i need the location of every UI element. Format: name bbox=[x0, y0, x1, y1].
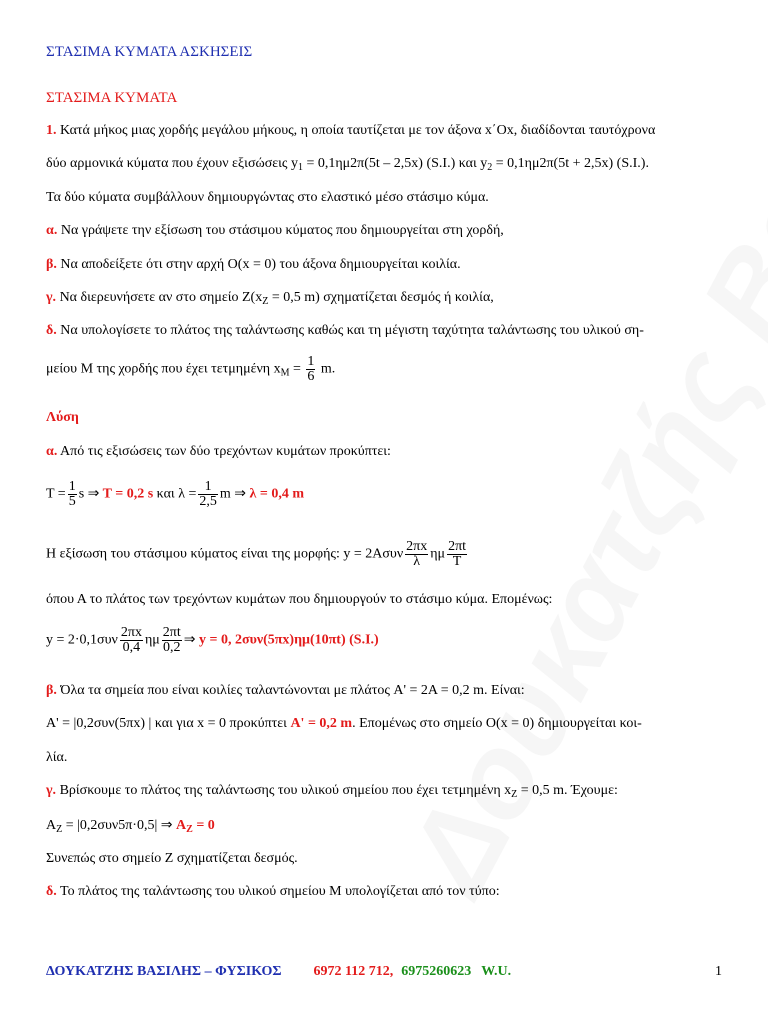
question-c: γ. Να διερευνήσετε αν στο σημείο $Z(x_Z = 0,5$ m) σχηματίζεται δεσμός ή κοιλία, bbox=[46, 290, 494, 307]
solution-c-conclusion: Συνεπώς στο σημείο Ζ σχηματίζεται δεσμός. bbox=[46, 851, 298, 866]
problem-line-1: 1. Κατά μήκος μιας χορδής μεγάλου μήκους, η οποία ταυτίζεται με τον άξονα x΄Ox, διαδίδονται ταυτόχρονα bbox=[46, 123, 656, 138]
solution-b: β. Όλα τα σημεία που είναι κοιλίες ταλαντώνονται με πλάτος A' = 2A = 0,2 m. Είναι: bbox=[46, 683, 525, 698]
footer-phone-1: 6972 112 712, bbox=[313, 964, 394, 979]
section-heading: ΣΤΑΣΙΜΑ ΚΥΜΑΤΑ bbox=[46, 90, 178, 106]
problem-line-2: δύο αρμονικά κύματα που έχουν εξισώσεις $y_1 = 0,1\eta\mu 2\pi(5t - 2,5x)$ (S.I.) και $y_2 = 0,1\eta\mu 2\pi(5t + 2,5x)$ (S.I.). bbox=[46, 156, 649, 173]
solution-c: γ. Βρίσκουμε το πλάτος της ταλάντωσης του υλικού σημείου που έχει τετμημένη $x_Z = 0,5$ m. Έχουμε: bbox=[46, 783, 618, 800]
footer-wu: W.U. bbox=[481, 964, 512, 979]
solution-b-2: A' = |0,2συν(5πx) | και για x = 0 προκύπτει A' = 0,2 m. Επομένως στο σημείο O(x = 0) δημιουργείται κοι- bbox=[46, 716, 642, 731]
question-d-cont: μείου Μ της χορδής που έχει τετμημένη $x_M$ = $\frac{1}{6}$ m. bbox=[46, 354, 336, 384]
opou-line: όπου Α το πλάτος των τρεχόντων κυμάτων που δημιουργούν το στάσιμο κύμα. Επομένως: bbox=[46, 592, 553, 607]
footer-author: ΔΟΥΚΑΤΖΗΣ ΒΑΣΙΛΗΣ – ΦΥΣΙΚΟΣ bbox=[46, 964, 282, 979]
problem-number: 1. bbox=[46, 123, 57, 138]
question-b: β. Να αποδείξετε ότι στην αρχή O(x = 0) του άξονα δημιουργείται κοιλία. bbox=[46, 257, 461, 272]
period-wavelength-eq: T = $\frac{1}{5}$ s ⇒ T = 0,2 s και λ = $\frac{1}{2,5}$ m ⇒ λ = 0,4 m bbox=[46, 479, 305, 509]
solution-d: δ. Το πλάτος της ταλάντωσης του υλικού σημείου Μ υπολογίζεται από τον τύπο: bbox=[46, 884, 500, 899]
solution-a: α. Από τις εξισώσεις των δύο τρεχόντων κυμάτων προκύπτει: bbox=[46, 444, 391, 459]
footer-phone-2: 6975260623 bbox=[401, 964, 472, 979]
amplitude-z-eq: $A_Z = |0,2\sigma\upsilon\nu 5\pi\cdot 0,5|$ ⇒ $A_Z = 0$ bbox=[46, 818, 215, 835]
document-title: ΣΤΑΣΙΜΑ ΚΥΜΑΤΑ ΑΣΚΗΣΕΙΣ bbox=[46, 44, 253, 60]
solution-heading: Λύση bbox=[46, 410, 79, 425]
standing-wave-form: Η εξίσωση του στάσιμου κύματος είναι της μορφής: y = 2Aσυν $\frac{2\pi x}{\lambda}$ ημ $\frac{2\pi t}{T}$ bbox=[46, 539, 467, 569]
question-a: α. Να γράψετε την εξίσωση του στάσιμου κύματος που δημιουργείται στη χορδή, bbox=[46, 223, 504, 238]
page-number: 1 bbox=[715, 964, 722, 979]
standing-wave-eq: y = 2·0,1συν $\frac{2\pi x}{0,4}$ ημ $\frac{2\pi t}{0,2}$ ⇒ y = 0, 2συν(5πx)ημ(10πt) (S.I.) bbox=[46, 625, 379, 655]
question-d: δ. Να υπολογίσετε το πλάτος της ταλάντωσης καθώς και τη μέγιστη ταχύτητα ταλάντωσης του υλικού ση- bbox=[46, 323, 644, 338]
problem-line-3: Τα δύο κύματα συμβάλλουν δημιουργώντας στο ελαστικό μέσο στάσιμο κύμα. bbox=[46, 190, 489, 205]
solution-b-3: λία. bbox=[46, 750, 68, 765]
footer bbox=[46, 964, 511, 980]
